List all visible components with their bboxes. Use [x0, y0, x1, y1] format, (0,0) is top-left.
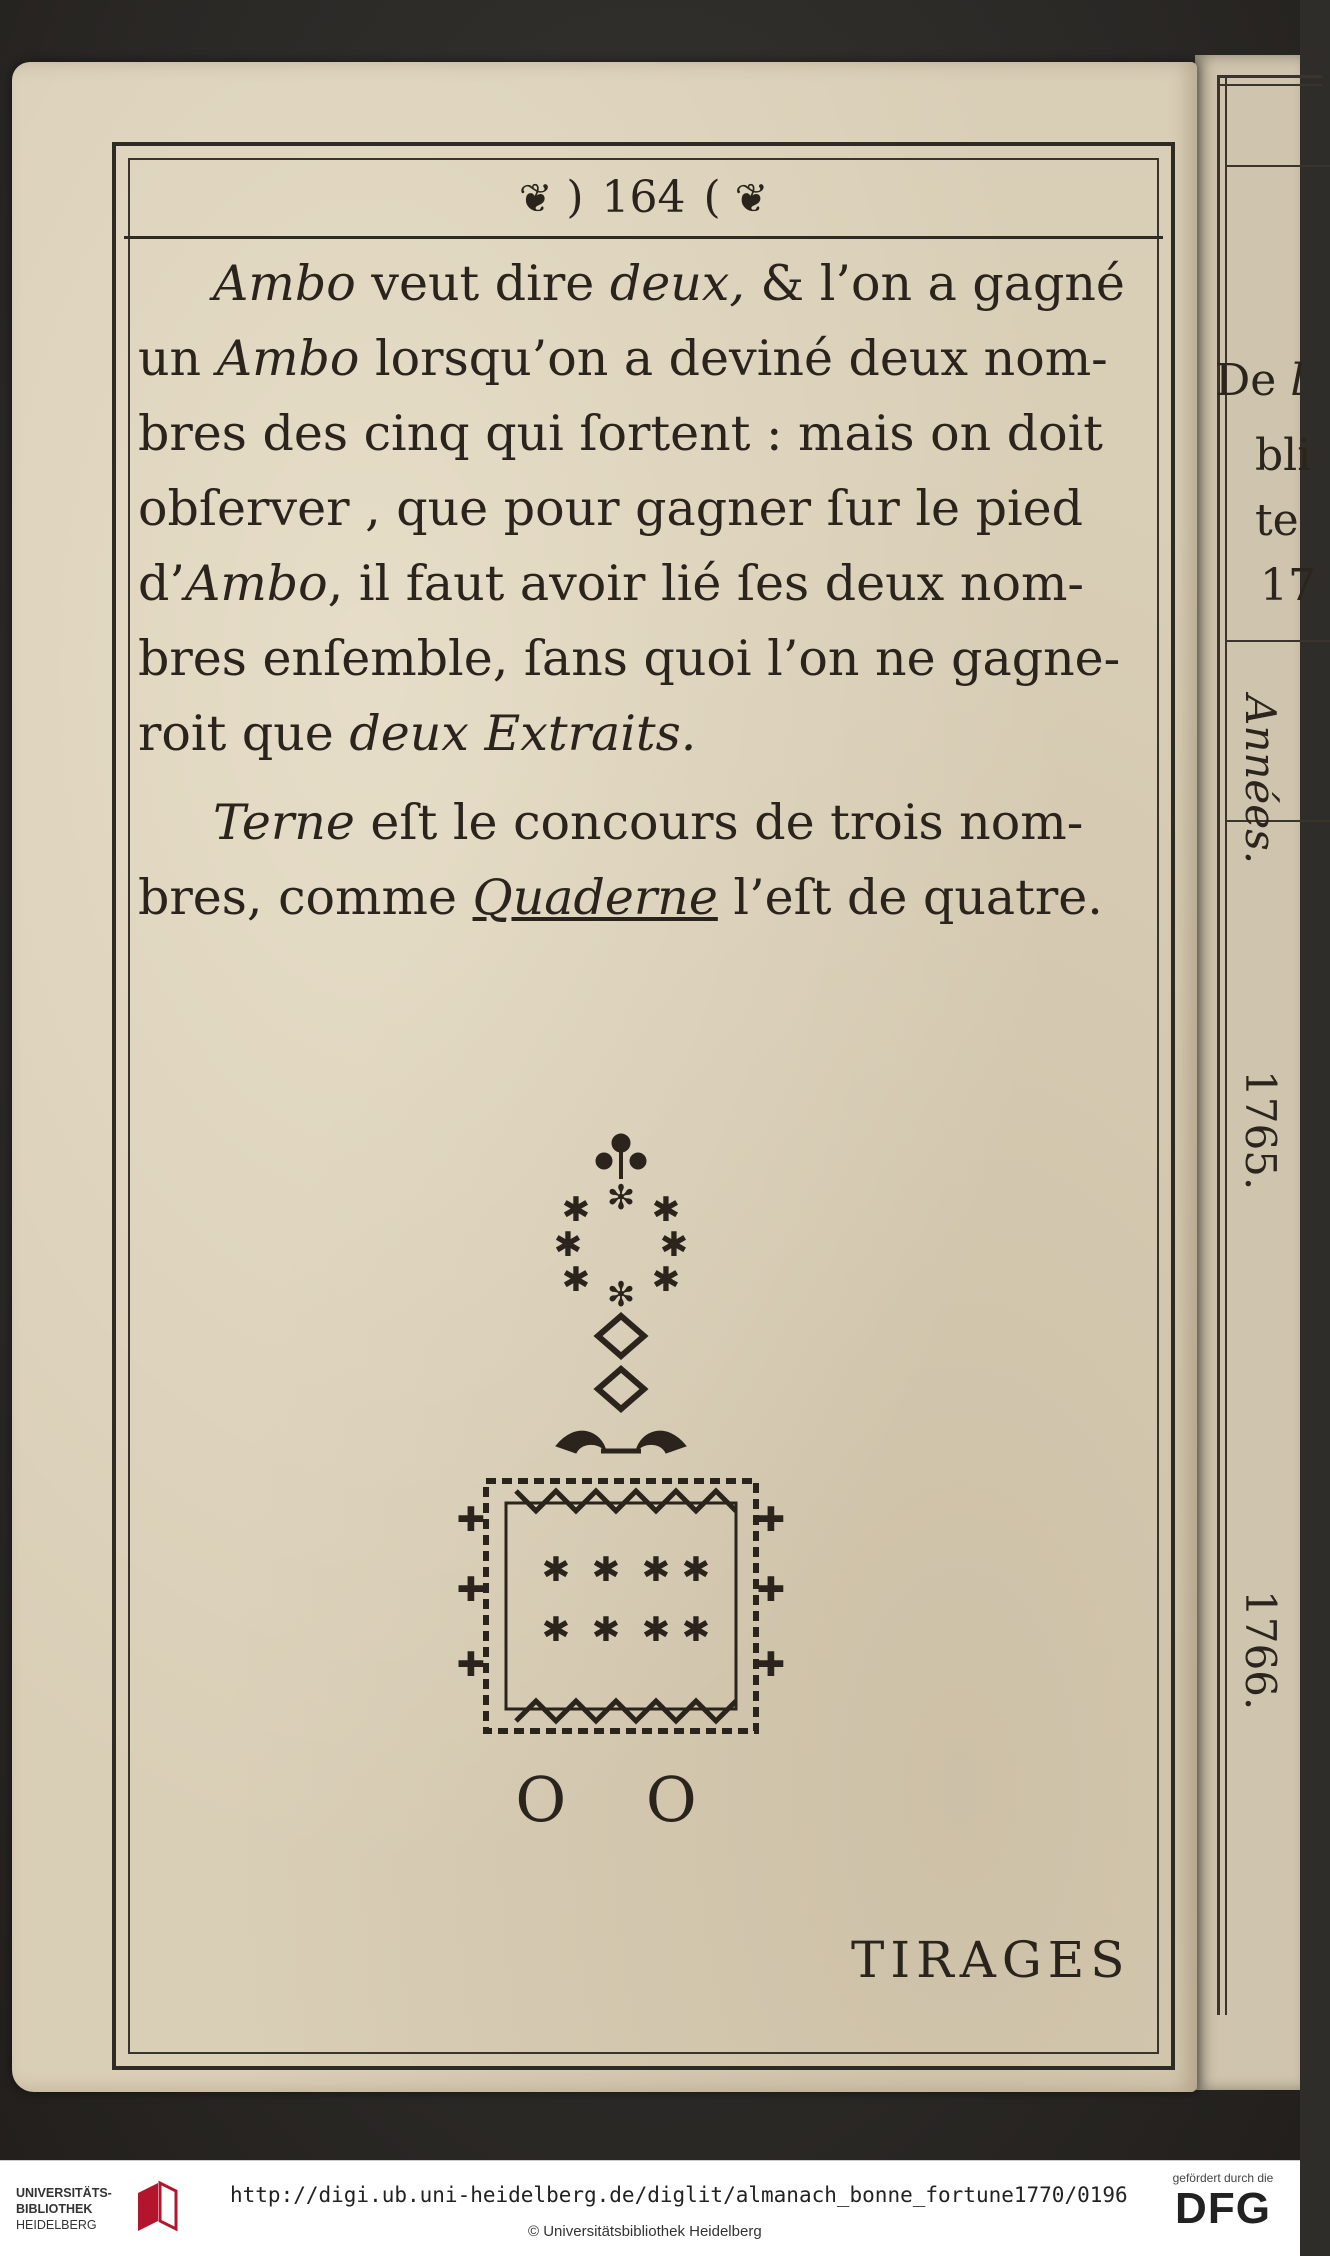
- viewer-footer: [0, 2160, 1300, 2256]
- svg-text:✱: ✱: [651, 1260, 681, 1300]
- svg-text:✚: ✚: [756, 1570, 786, 1610]
- facing-page-column-header: Années.: [1236, 695, 1285, 865]
- svg-text:✻: ✻: [606, 1178, 636, 1218]
- university-library-logo[interactable]: [16, 2177, 186, 2247]
- svg-text:✱: ✱: [659, 1225, 689, 1265]
- svg-text:✱: ✱: [591, 1610, 621, 1650]
- svg-text:✻: ✻: [606, 1275, 636, 1315]
- facing-page-header-rule: [1225, 165, 1330, 167]
- catchword: TIRAGES: [851, 1931, 1131, 1989]
- ornament-letters: O O: [515, 1763, 727, 1836]
- page-frame: [112, 142, 1175, 2070]
- page-number: 164: [601, 172, 686, 223]
- text-line: Terne eſt le concours de trois nom-: [213, 794, 1084, 851]
- facing-page-line-4: 17: [1260, 560, 1316, 611]
- svg-text:✱: ✱: [641, 1610, 671, 1650]
- svg-text:✚: ✚: [456, 1500, 486, 1540]
- logo-text: [16, 2185, 112, 2233]
- header-rule: [124, 236, 1163, 239]
- logo-line-1: UNIVERSITÄTS-: [16, 2186, 112, 2200]
- dfg-logo[interactable]: [1158, 2171, 1288, 2251]
- book-page: [12, 62, 1197, 2092]
- header-right-paren: (: [703, 172, 721, 223]
- text-line: Ambo veut dire deux, & l’on a gagné: [213, 255, 1125, 312]
- copyright-notice: © Universitätsbibliothek Heidelberg: [528, 2223, 762, 2240]
- facing-page-year-1: 1765.: [1236, 1070, 1285, 1191]
- svg-text:✱: ✱: [651, 1190, 681, 1230]
- facing-page-line-3: te: [1255, 495, 1299, 546]
- svg-text:✱: ✱: [561, 1260, 591, 1300]
- header-right-ornament-icon: ❦: [734, 176, 769, 222]
- svg-text:✱: ✱: [541, 1550, 571, 1590]
- dfg-mark: DFG: [1175, 2184, 1271, 2233]
- ornament-icon: [456, 1131, 896, 1871]
- paragraph-ambo: [138, 246, 1138, 771]
- facing-page-top-rule: [1217, 75, 1322, 86]
- text-line: d’Ambo, il faut avoir lié ſes deux nom-: [138, 555, 1084, 612]
- header-left-paren: ): [566, 172, 584, 223]
- svg-text:✱: ✱: [561, 1190, 591, 1230]
- svg-text:✚: ✚: [756, 1500, 786, 1540]
- svg-text:✱: ✱: [553, 1225, 583, 1265]
- running-header: [116, 168, 1171, 228]
- dfg-label: gefördert durch die: [1172, 2171, 1274, 2185]
- logo-line-2: BIBLIOTHEK: [16, 2202, 93, 2216]
- svg-text:✱: ✱: [681, 1550, 711, 1590]
- svg-text:✱: ✱: [681, 1610, 711, 1650]
- svg-text:✱: ✱: [541, 1610, 571, 1650]
- text-line: bres enſemble, ſans quoi l’on ne gagne-: [138, 630, 1121, 687]
- svg-text:✱: ✱: [591, 1550, 621, 1590]
- svg-text:✚: ✚: [456, 1570, 486, 1610]
- svg-text:✚: ✚: [456, 1645, 486, 1685]
- paragraph-terne: [138, 785, 1138, 935]
- facing-page-line-2: bli: [1255, 430, 1312, 481]
- text-line: un Ambo lorsqu’on a deviné deux nom-: [138, 330, 1108, 387]
- library-emblem-icon: [134, 2179, 180, 2235]
- text-line: bres des cinq qui ſortent : mais on doit: [138, 405, 1103, 462]
- printers-ornament: [456, 1131, 896, 1871]
- facing-page-line-1: De l: [1215, 355, 1305, 406]
- logo-line-3: HEIDELBERG: [16, 2218, 97, 2232]
- page-body: [138, 246, 1138, 935]
- text-line: roit que deux Extraits.: [138, 705, 697, 762]
- text-line: bres, comme Quaderne l’eſt de quatre.: [138, 869, 1103, 926]
- svg-text:✚: ✚: [756, 1645, 786, 1685]
- header-left-ornament-icon: ❦: [518, 176, 553, 222]
- facing-page-year-2: 1766.: [1236, 1590, 1285, 1711]
- svg-text:✱: ✱: [641, 1550, 671, 1590]
- facing-page: [1195, 55, 1316, 2090]
- permalink-url[interactable]: http://digi.ub.uni-heidelberg.de/diglit/almanach_bonne_fortune1770/0196: [230, 2183, 1128, 2207]
- text-line: obſerver , que pour gagner ſur le pied: [138, 480, 1084, 537]
- facing-page-table-rule-1: [1225, 640, 1330, 642]
